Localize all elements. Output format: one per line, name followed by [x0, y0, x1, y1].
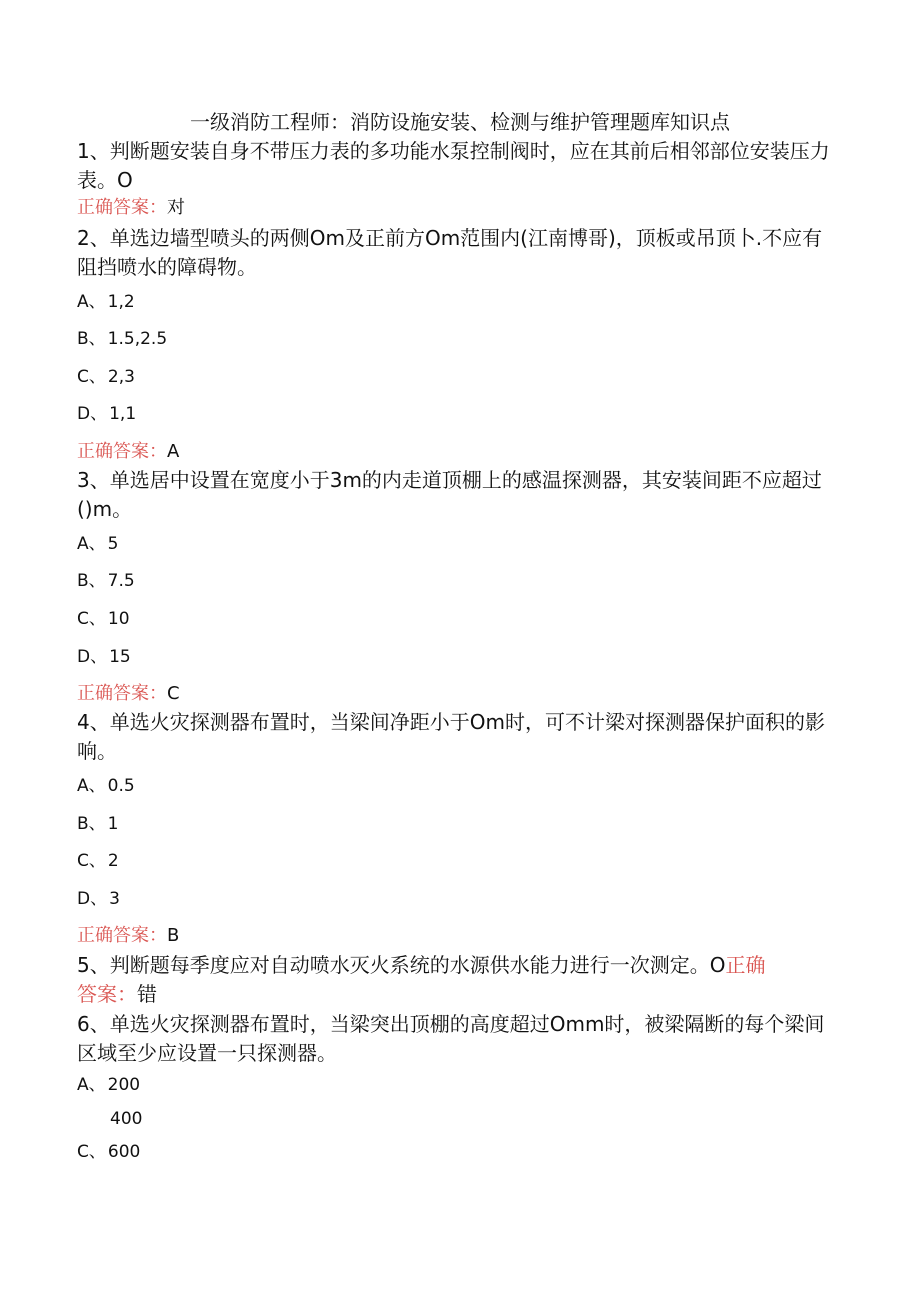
option-letter: A	[77, 534, 89, 554]
option-value: 200	[107, 1075, 141, 1095]
answer-value: C	[167, 683, 180, 704]
answer-label: 正确答案：	[77, 683, 167, 704]
option-letter: A	[77, 1075, 89, 1095]
question-2-text: 2、单选边墙型喷头的两侧Om及正前方Om范围内(江南博哥)，顶板或吊顶卜.不应有阻挡喷水的障碍物。	[77, 226, 823, 279]
question-4-text: 4、单选火灾探测器布置时，当梁间净距小于Om时，可不计梁对探测器保护面积的影响。	[77, 710, 825, 763]
option-letter: C	[77, 851, 89, 871]
option-separator: 、	[88, 776, 106, 796]
option-separator: 、	[88, 851, 106, 871]
option-letter: A	[77, 292, 89, 312]
option-value: 2,3	[107, 367, 135, 387]
answer-value: A	[167, 441, 180, 462]
option-value: 1,1	[109, 404, 137, 424]
option-letter: C	[77, 1142, 89, 1162]
answer-value: 错	[137, 982, 157, 1006]
question-5-text	[77, 951, 837, 1009]
question-6-option-c	[77, 1140, 140, 1164]
option-letter: D	[77, 647, 91, 667]
question-3-option-c	[77, 607, 130, 631]
option-value: 7.5	[107, 571, 135, 591]
question-2-option-a	[77, 290, 135, 314]
question-1-text: 1、判断题安装自身不带压力表的多功能水泵控制阀时，应在其前后相邻部位安装压力表。O	[77, 139, 830, 192]
option-separator: 、	[90, 404, 108, 424]
option-value: 0.5	[107, 776, 135, 796]
question-3-option-a	[77, 532, 118, 556]
answer-label-end: 答案：	[77, 982, 137, 1006]
question-6-option-a	[77, 1073, 140, 1097]
question-4-answer	[77, 924, 179, 948]
option-value: 1	[107, 814, 119, 834]
option-value: 15	[109, 647, 131, 667]
question-3-option-b	[77, 569, 135, 593]
question-4-option-c	[77, 849, 119, 873]
option-separator: 、	[90, 889, 108, 909]
option-value: 1,2	[107, 292, 135, 312]
option-value: 2	[107, 851, 119, 871]
option-letter: B	[77, 571, 89, 591]
answer-value: B	[167, 925, 180, 946]
option-letter: B	[77, 814, 89, 834]
question-1-answer	[77, 196, 185, 220]
option-letter: C	[77, 367, 89, 387]
answer-label: 正确答案：	[77, 441, 167, 462]
question-2-option-c	[77, 365, 135, 389]
question-2-answer	[77, 440, 179, 464]
question-3-answer	[77, 682, 180, 706]
page-title: 一级消防工程师：消防设施安装、检测与维护管理题库知识点	[190, 110, 730, 134]
answer-label: 正确答案：	[77, 197, 167, 218]
option-value: 10	[107, 609, 130, 629]
question-2-option-d	[77, 402, 136, 426]
question-4-option-b	[77, 812, 119, 836]
option-value: 400	[110, 1109, 143, 1129]
option-separator: 、	[88, 329, 106, 349]
question-4-option-d	[77, 887, 120, 911]
option-letter: B	[77, 329, 89, 349]
option-separator: 、	[88, 367, 106, 387]
option-separator: 、	[90, 647, 108, 667]
question-3-option-d	[77, 645, 131, 669]
question-4-option-a	[77, 774, 135, 798]
option-value: 5	[107, 534, 119, 554]
question-3-text: 3、单选居中设置在宽度小于3m的内走道顶棚上的感温探测器，其安装间距不应超过()m。	[77, 468, 822, 521]
option-value: 1.5,2.5	[107, 329, 168, 349]
answer-value: 对	[167, 197, 185, 218]
option-separator: 、	[88, 571, 106, 591]
option-letter: D	[77, 404, 91, 424]
option-separator: 、	[88, 292, 106, 312]
question-5-body: 5、判断题每季度应对自动喷水灭火系统的水源供水能力进行一次测定。O	[77, 953, 726, 977]
option-value: 600	[107, 1142, 141, 1162]
option-separator: 、	[88, 1142, 106, 1162]
option-separator: 、	[88, 609, 106, 629]
question-2-option-b	[77, 327, 167, 351]
option-letter: C	[77, 609, 89, 629]
option-letter: A	[77, 776, 89, 796]
option-separator: 、	[88, 1075, 106, 1095]
option-separator: 、	[88, 814, 106, 834]
answer-label-start: 正确	[725, 953, 766, 977]
option-letter: D	[77, 889, 91, 909]
option-separator: 、	[88, 534, 106, 554]
question-6-option-b	[110, 1107, 142, 1131]
answer-label: 正确答案：	[77, 925, 167, 946]
question-6-text: 6、单选火灾探测器布置时，当梁突出顶棚的高度超过Omm时，被梁隔断的每个梁间区域至少应设置一只探测器。	[77, 1012, 825, 1065]
option-value: 3	[109, 889, 120, 909]
